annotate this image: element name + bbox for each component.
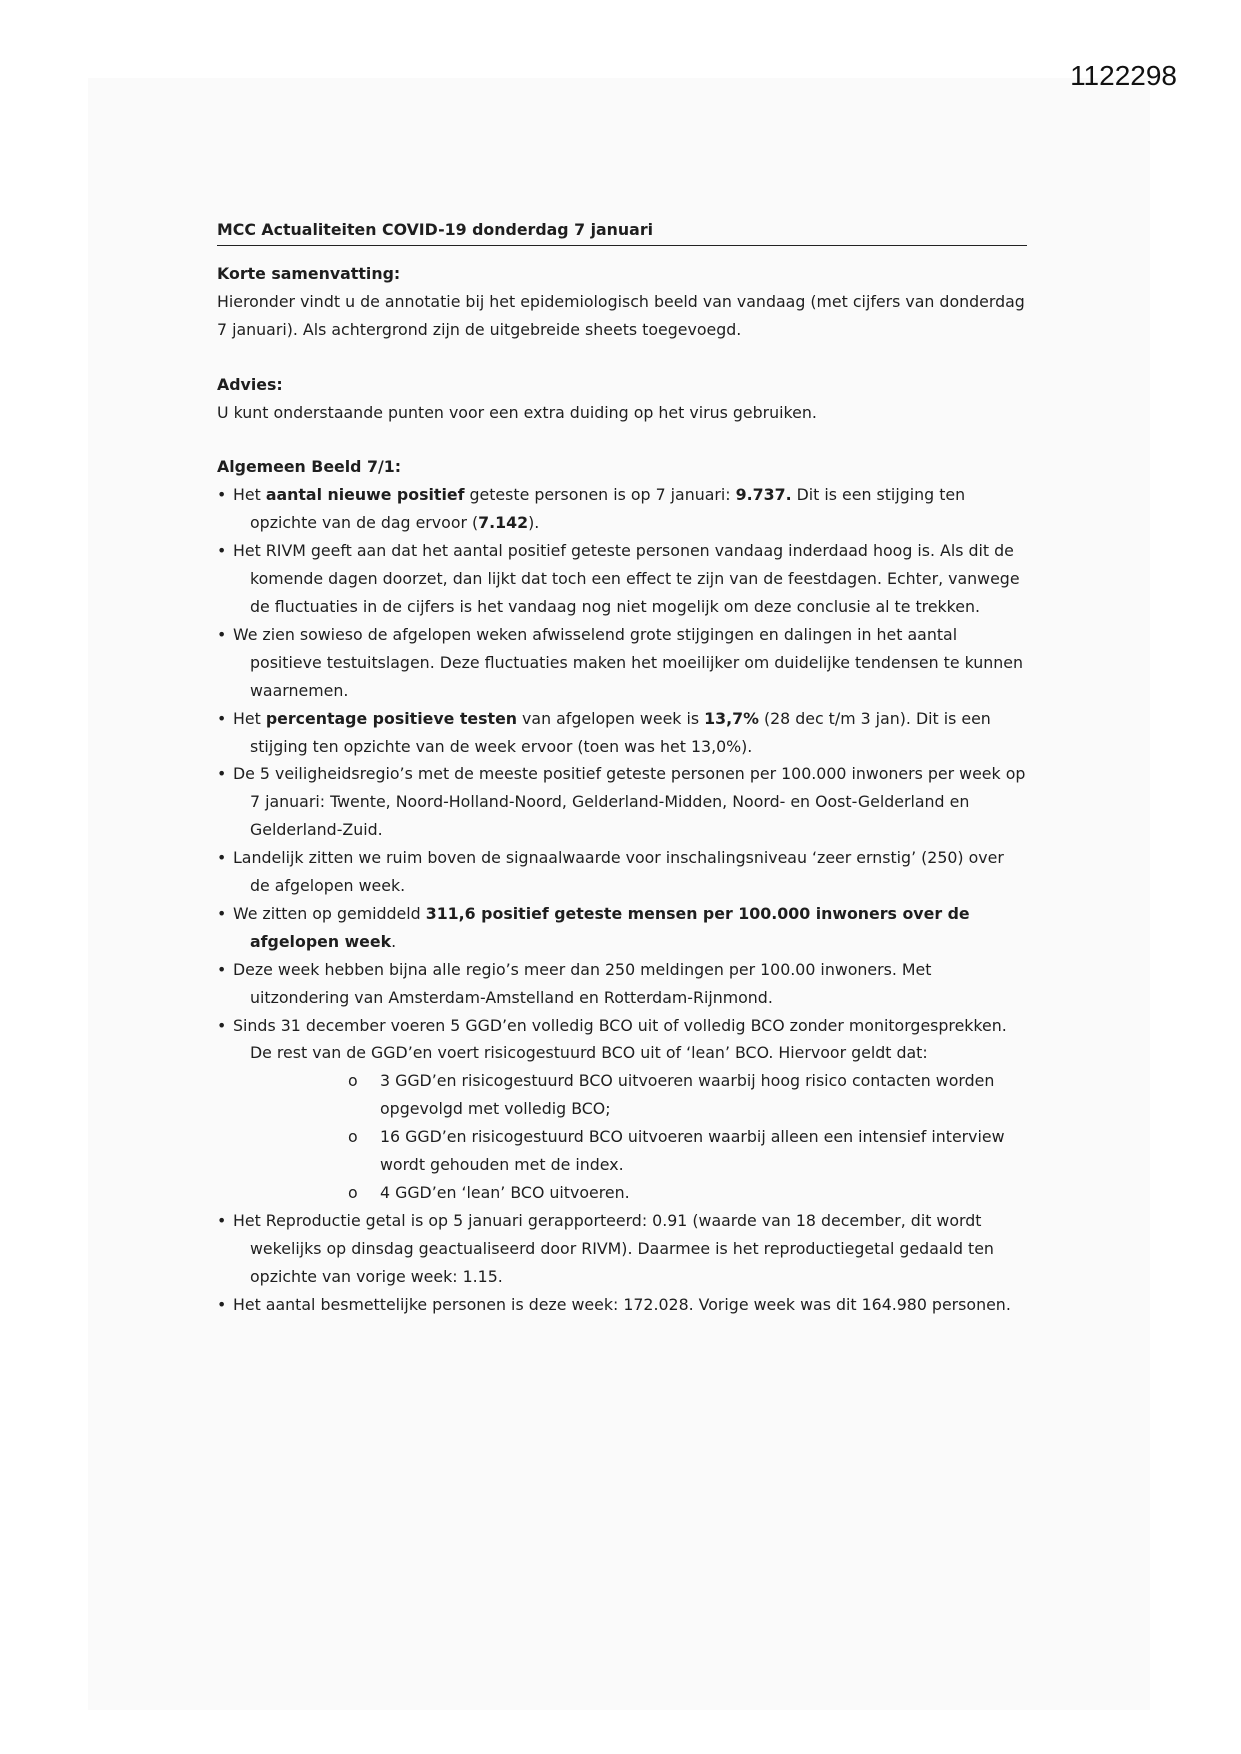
- bco-subitem: o 3 GGD’en risicogestuurd BCO uitvoeren waarbij hoog risico contacten worden opgevolgd met volledig BCO;: [380, 1067, 1027, 1123]
- advice-text: U kunt onderstaande punten voor een extra duiding op het virus gebruiken.: [217, 402, 817, 422]
- document-body: [217, 216, 1027, 1319]
- bco-subitem: o 4 GGD’en ‘lean’ BCO uitvoeren.: [380, 1179, 1027, 1207]
- bullet-infectious: • Het aantal besmettelijke personen is deze week: 172.028. Vorige week was dit 164.980 personen.: [217, 1291, 1027, 1319]
- summary-heading: Korte samenvatting:: [217, 263, 401, 283]
- summary-section: [217, 260, 1027, 344]
- bullet-reports: • Deze week hebben bijna alle regio’s meer dan 250 meldingen per 100.00 inwoners. Met uitzondering van Amsterdam-Amstelland en Rotterdam-Rijnmond.: [217, 956, 1027, 1012]
- bullet-reproduction: • Het Reproductie getal is op 5 januari gerapporteerd: 0.91 (waarde van 18 december, dit wordt wekelijks op dinsdag geactualiseerd door RIVM). Daarmee is het reproductiegetal gedaald ten opzichte van vorige week: 1.15.: [217, 1207, 1027, 1291]
- bullet-regions: • De 5 veiligheidsregio’s met de meeste positief geteste personen per 100.000 inwoners per week op 7 januari: Twente, Noord-Holland-Noord, Gelderland-Midden, Noord- en Oost-Gelderland en Gelderland-Zuid.: [217, 760, 1027, 844]
- bullet-list: [217, 481, 1027, 1318]
- bullet-new-positive: • Het aantal nieuwe positief geteste personen is op 7 januari: 9.737. Dit is een stijging ten opzichte van de dag ervoor (7.142).: [217, 481, 1027, 537]
- bullet-signal-value: • Landelijk zitten we ruim boven de signaalwaarde voor inschalingsniveau ‘zeer ernstig’ (250) over de afgelopen week.: [217, 844, 1027, 900]
- bullet-fluctuations: • We zien sowieso de afgelopen weken afwisselend grote stijgingen en dalingen in het aantal positieve testuitslagen. Deze fluctuaties maken het moeilijker om duidelijke tendensen te kunnen waarnemen.: [217, 621, 1027, 705]
- advice-heading: Advies:: [217, 374, 283, 394]
- bco-subitem: o 16 GGD’en risicogestuurd BCO uitvoeren waarbij alleen een intensief interview wordt gehouden met de index.: [380, 1123, 1027, 1179]
- bco-sublist: [250, 1067, 1027, 1207]
- bullet-rivm: • Het RIVM geeft aan dat het aantal positief geteste personen vandaag inderdaad hoog is. Als dit de komende dagen doorzet, dan lijkt dat toch een effect te zijn van de feestdagen. Echter, vanwege de fluctuaties in de cijfers is het vandaag nog niet mogelijk om deze conclusie al te trekken.: [217, 537, 1027, 621]
- document-id: 1122298: [1070, 60, 1177, 91]
- bullet-average: • We zitten op gemiddeld 311,6 positief geteste mensen per 100.000 inwoners over de afgelopen week.: [217, 900, 1027, 956]
- general-heading: Algemeen Beeld 7/1:: [217, 457, 402, 477]
- bullet-bco: • Sinds 31 december voeren 5 GGD’en volledig BCO uit of volledig BCO zonder monitorgesprekken. De rest van de GGD’en voert risicogestuurd BCO uit of ‘lean’ BCO. Hiervoor geldt dat: o 3 GGD’en risicogestuurd BCO uitvoeren waarbij hoog risico contacten worden opgevolgd met volledig BCO; o 16 GGD’en risicogestuurd BCO uitvoeren waarbij alleen een intensief interview wordt gehouden met de index. o 4 GGD’en ‘lean’ BCO uitvoeren.: [217, 1012, 1027, 1207]
- document-title: MCC Actualiteiten COVID-19 donderdag 7 januari: [217, 216, 1027, 246]
- general-section: [217, 453, 1027, 1318]
- advice-section: [217, 371, 1027, 427]
- bullet-percentage: • Het percentage positieve testen van afgelopen week is 13,7% (28 dec t/m 3 jan). Dit is een stijging ten opzichte van de week ervoor (toen was het 13,0%).: [217, 705, 1027, 761]
- summary-text: Hieronder vindt u de annotatie bij het epidemiologisch beeld van vandaag (met cijfers van donderdag 7 januari). Als achtergrond zijn de uitgebreide sheets toegevoegd.: [217, 291, 1025, 339]
